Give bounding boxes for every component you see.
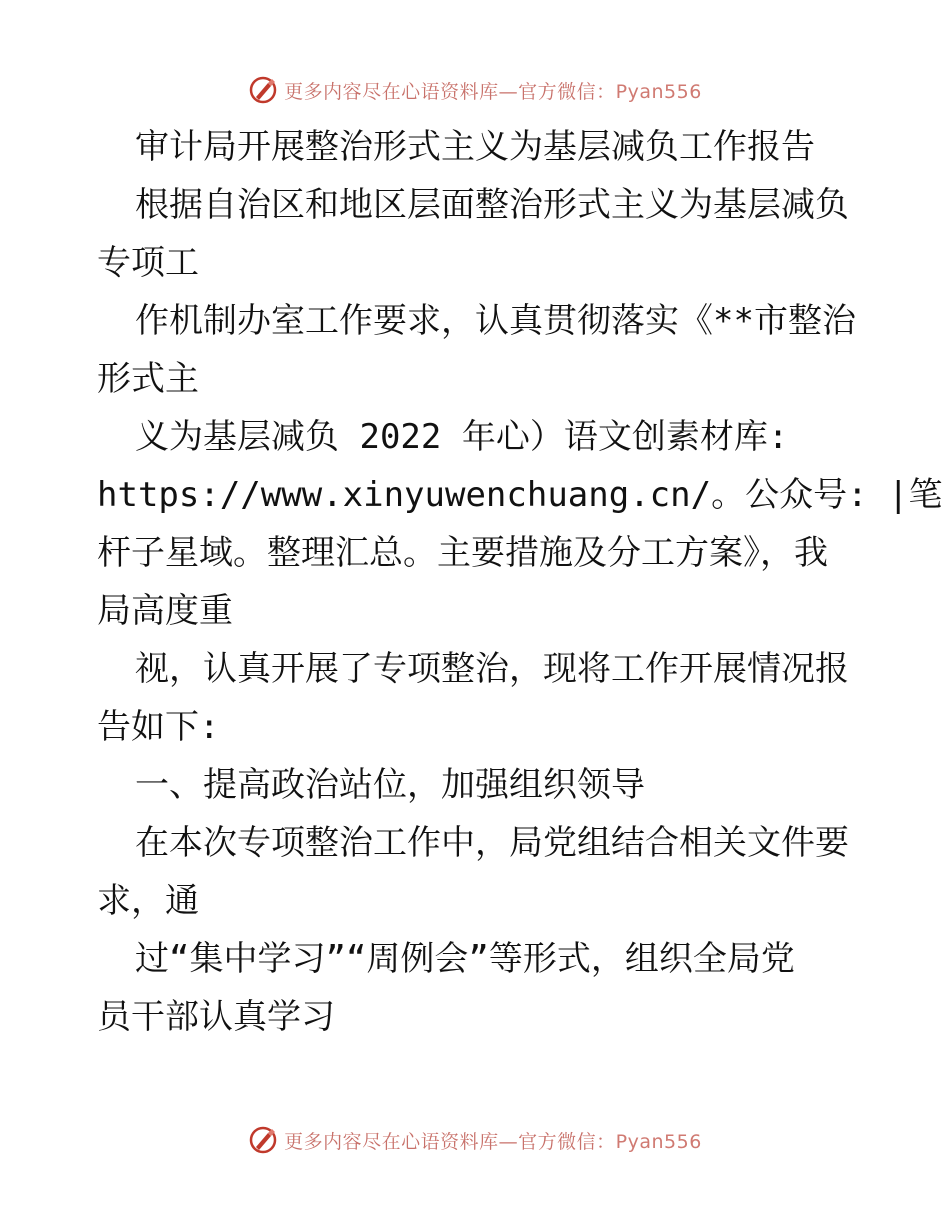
text-line: 过“集中学习”“周例会”等形式，组织全局党 [135, 939, 795, 979]
banner-label: 更多内容尽在心语资料库—官方微信： [284, 80, 616, 103]
banner-wechat-id: Pyan556 [615, 1130, 702, 1153]
text-line: 员干部认真学习 [97, 997, 335, 1037]
text-line: 视，认真开展了专项整治，现将工作开展情况报 [135, 649, 849, 689]
pen-logo-icon [248, 75, 278, 105]
text-line: 一、提高政治站位，加强组织领导 [135, 765, 645, 805]
text-line: 作机制办室工作要求，认真贯彻落实《**市整治 [135, 301, 856, 341]
text-line: 杆子星域。整理汇总。主要措施及分工方案》，我 [97, 533, 828, 573]
header-banner [0, 70, 950, 110]
text-line: https://www.xinyuwenchuang.cn/。公众号: |笔 [97, 475, 943, 515]
banner-text [284, 1127, 702, 1154]
banner-wechat-id: Pyan556 [615, 80, 702, 103]
document-body [97, 118, 943, 1046]
text-line: 专项工 [97, 243, 199, 283]
banner-label: 更多内容尽在心语资料库—官方微信： [284, 1130, 616, 1153]
text-line: 根据自治区和地区层面整治形式主义为基层减负 [135, 185, 849, 225]
banner-text [284, 77, 702, 104]
text-line: 形式主 [97, 359, 199, 399]
text-line: 告如下: [97, 707, 220, 747]
pen-logo-icon [248, 1125, 278, 1155]
text-line: 审计局开展整治形式主义为基层减负工作报告 [135, 127, 815, 167]
text-line: 在本次专项整治工作中，局党组结合相关文件要 [135, 823, 849, 863]
footer-banner [0, 1120, 950, 1160]
text-line: 义为基层减负 2022 年心）语文创素材库: [135, 417, 789, 457]
text-line: 求，通 [97, 881, 199, 921]
text-line: 局高度重 [97, 591, 233, 631]
